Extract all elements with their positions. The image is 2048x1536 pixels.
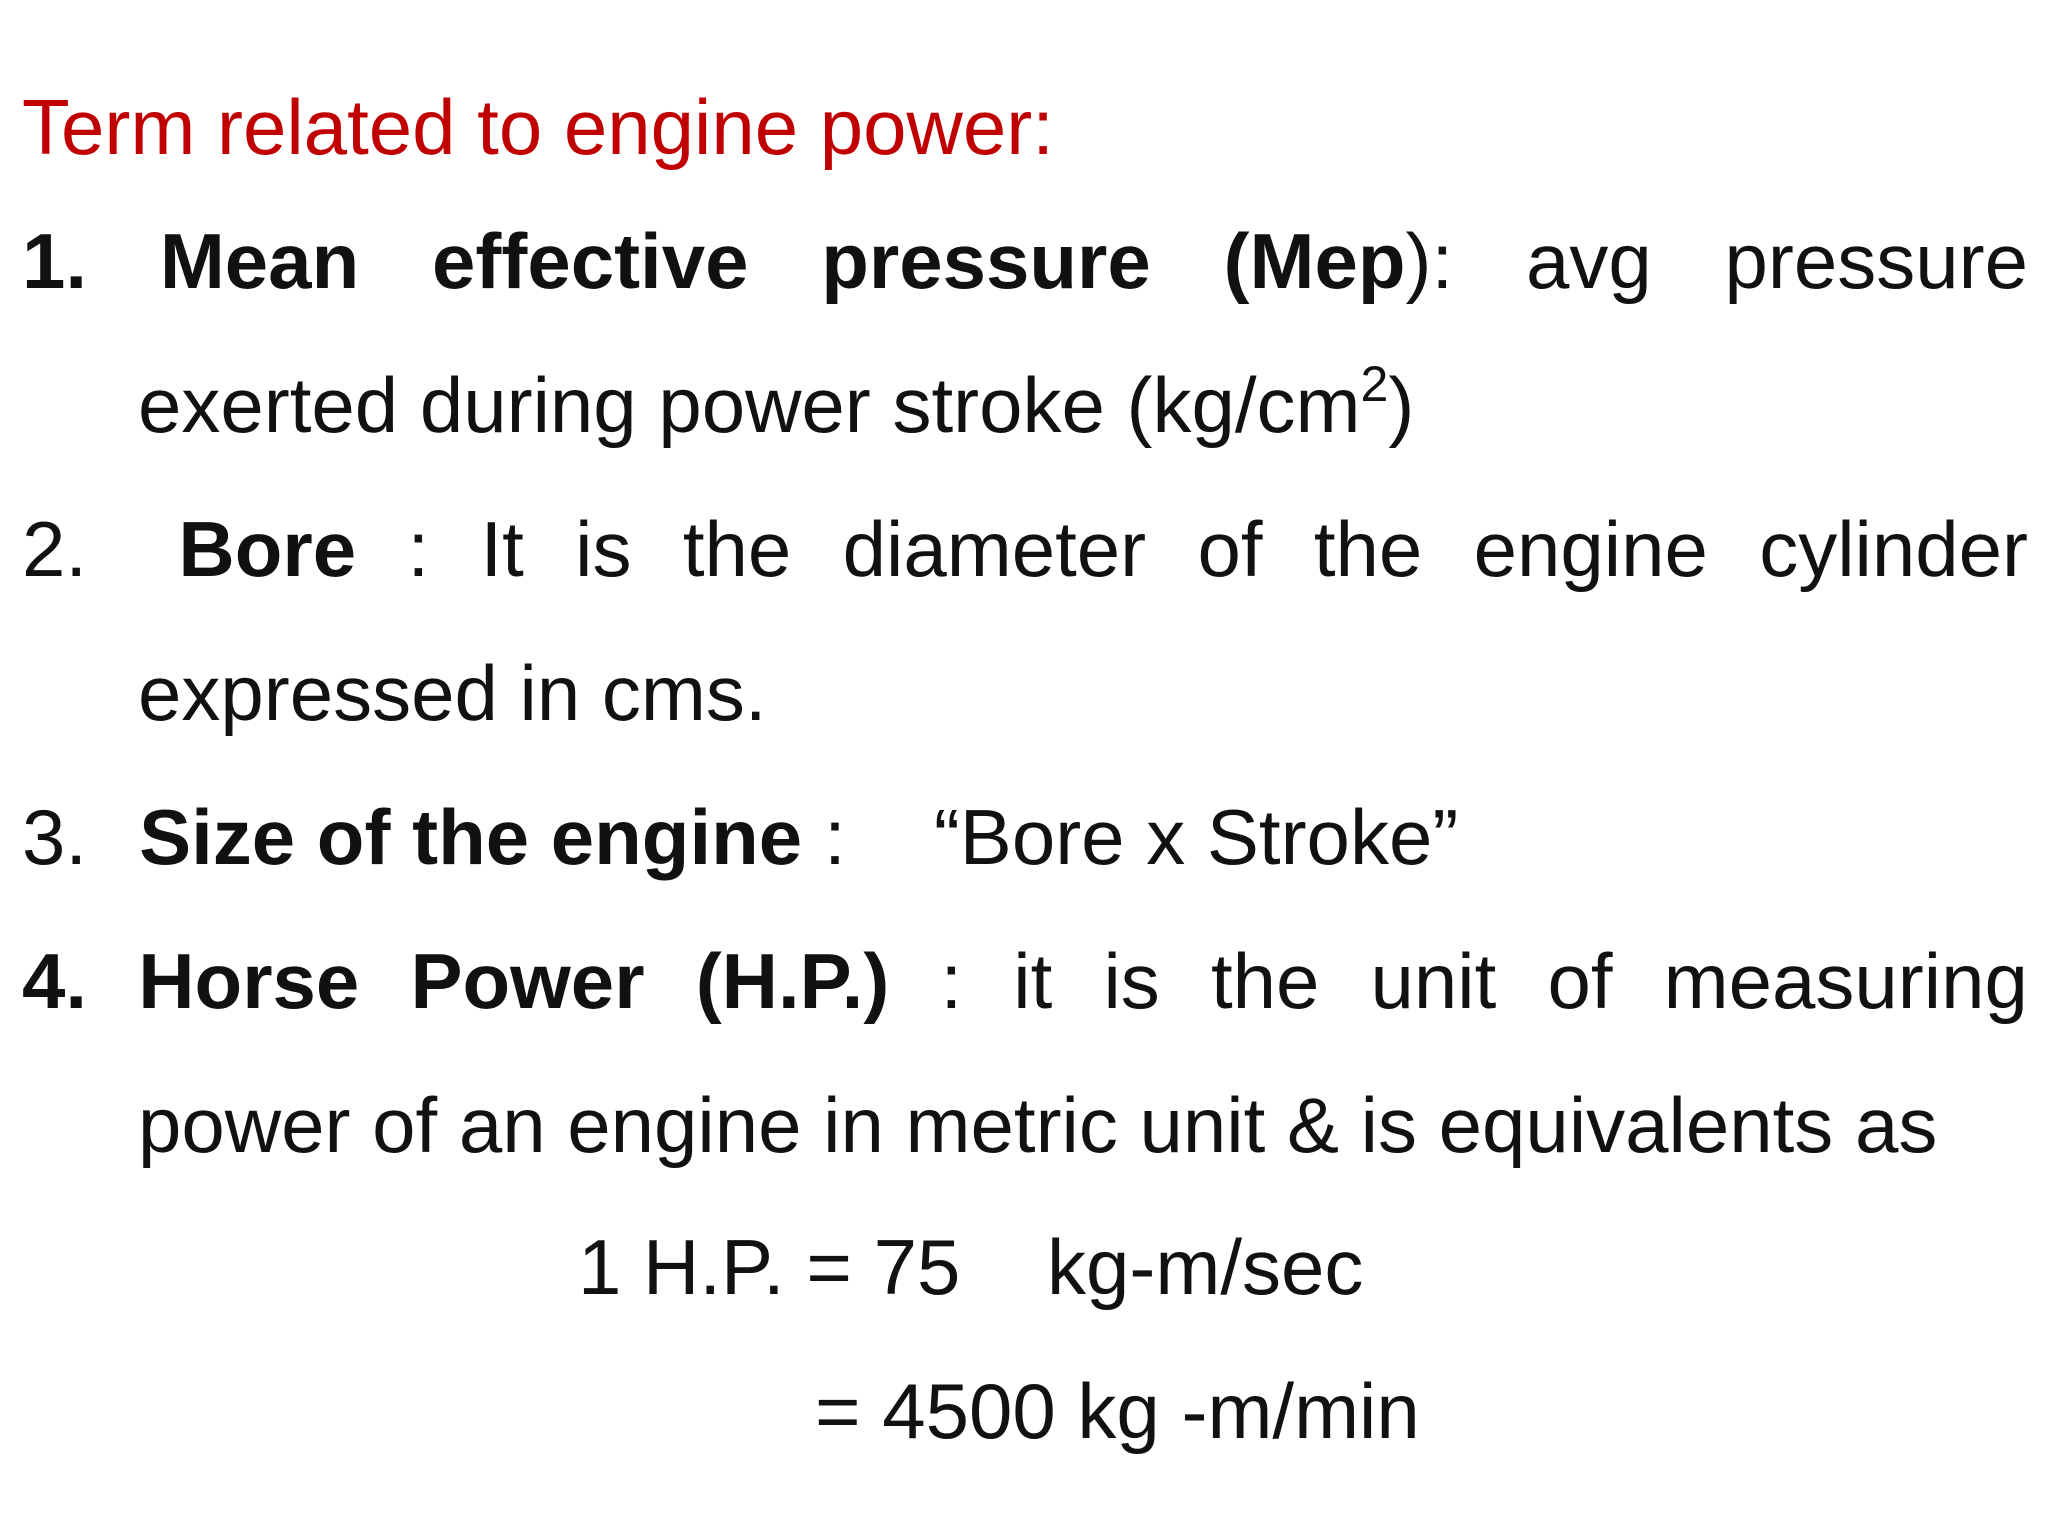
item-1-superscript: 2: [1360, 356, 1389, 412]
item-4-word: of: [1547, 937, 1613, 1025]
item-4-word: it: [1013, 937, 1053, 1025]
formula-line-2: = 4500 kg -m/min: [815, 1367, 1420, 1455]
item-3-value: “Bore x Stroke”: [933, 793, 1459, 881]
item-2-word: of: [1197, 505, 1263, 593]
item-1-word: effective: [431, 217, 749, 305]
item-2-term: Bore: [178, 505, 357, 593]
item-2-word: diameter: [842, 505, 1147, 593]
item-4-word: is: [1103, 937, 1160, 1025]
item-1-term-group: [1223, 217, 1454, 305]
item-3-term: Size of the engine: [139, 793, 803, 881]
item-3-number: 3.: [22, 793, 88, 881]
item-1-number: 1.: [22, 217, 88, 305]
item-2-word: cylinder: [1759, 505, 2028, 593]
item-1-word: pressure: [1724, 217, 2028, 305]
item-2-word: It: [480, 505, 524, 593]
item-4-continuation: power of an engine in metric unit & is equivalents as: [138, 1081, 1938, 1169]
item-4-word: (H.P.): [695, 937, 890, 1025]
item-1-line-1: [22, 217, 2028, 305]
item-4-line-1: [22, 937, 2028, 1025]
item-2-word: the: [682, 505, 792, 593]
item-4-word: the: [1210, 937, 1320, 1025]
item-1-word: pressure: [821, 217, 1151, 305]
item-4-word: unit: [1370, 937, 1497, 1025]
item-3-line: [22, 793, 2028, 881]
item-2-continuation: expressed in cms.: [138, 649, 767, 737]
item-1-continuation: exerted during power stroke (kg/cm: [138, 361, 1361, 449]
item-4-word: Horse: [138, 937, 360, 1025]
item-4-word: measuring: [1663, 937, 2028, 1025]
item-2-word: is: [575, 505, 632, 593]
item-1-word: avg: [1525, 217, 1652, 305]
item-2-colon: :: [407, 505, 430, 593]
item-2-word: engine: [1473, 505, 1708, 593]
item-4-word: Power: [410, 937, 645, 1025]
item-2-line-1: [22, 505, 2028, 593]
item-4-colon: :: [940, 937, 963, 1025]
item-1-term-tail: ):: [1405, 217, 1454, 305]
item-1-line-2: [138, 356, 1415, 449]
item-1-term: (Mep: [1223, 217, 1406, 305]
item-1-continuation-end: ): [1388, 361, 1415, 449]
slide-title: Term related to engine power:: [22, 83, 1054, 171]
formula-line-1: 1 H.P. = 75 kg-m/sec: [578, 1223, 1364, 1311]
item-2-number: 2.: [22, 505, 88, 593]
item-1-word: Mean: [159, 217, 360, 305]
item-3-colon: :: [824, 793, 846, 881]
item-4-number: 4.: [22, 937, 88, 1025]
item-2-word: the: [1313, 505, 1423, 593]
